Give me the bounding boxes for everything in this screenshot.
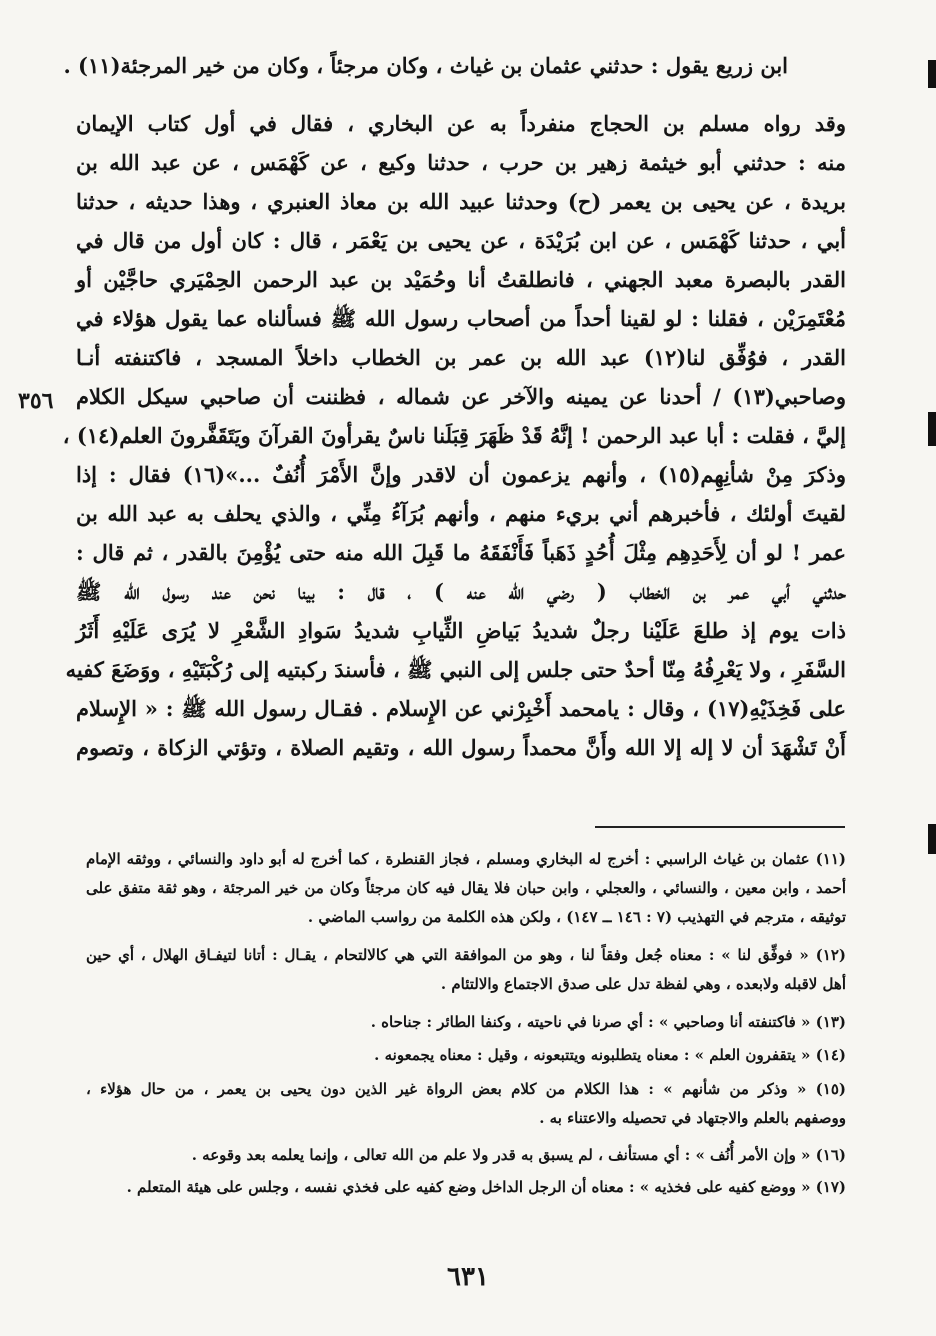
main-line: على فَخِذَيْهِ(١٧) ، وقال : يامحمد أَخْبِرْني عن الإِسلام . فقـال رسول الله ﷺ : « الإِسلام <box>76 696 846 721</box>
edge-binding-mark-middle <box>928 412 936 446</box>
main-line: حدثني أبي عمر بن الخطاب ( رضي الله عنه ) ، قال : بينا نحن عند رسول الله ﷺ <box>76 579 846 604</box>
footnote-line: (١٢) « فوفِّق لنا » : معناه جُعل وفقاً لنا ، وهو من الموافقة التي هي كالالتحام ، يقـال : أتانا لتيفـاق الهلال ، أي حين <box>86 946 846 964</box>
footnote-line: ووصفهم بالعلم والاجتهاد في تحصيله والاعتناء به . <box>539 1109 846 1127</box>
main-line: إليَّ ، فقلت : أبا عبد الرحمن ! إنَّهُ قَدْ ظَهَرَ قِبَلَنا ناسٌ يقرأونَ القرآنَ ويَتَقَفَّرونَ العلم(١٤) ، <box>62 423 846 448</box>
main-line: وصاحبي(١٣) / أحدنا عن يمينه والآخر عن شماله ، فظننت أن صاحبي سيكل الكلام <box>76 384 846 409</box>
main-line: لقيتَ أولئك ، فأخبرهم أني بريء منهم ، وأنهم بُرَآءُ مِنِّي ، والذي يحلف به عبد الله بن <box>76 501 846 526</box>
footnote-line: (١٥) « وذكر من شأنهم » : هذا الكلام من كلام بعض الرواة غير الذين دون يحيى بن يعمر ، من حال هؤلاء ، <box>86 1080 846 1098</box>
main-line: ابن زريع يقول : حدثني عثمان بن غياث ، وكان مرجئاً ، وكان من خير المرجئة(١١) . <box>63 53 788 78</box>
main-line: القدر بالبصرة معبد الجهني ، فانطلقتُ أنا وحُمَيْد بن عبد الرحمن الحِمْيَري حاجَّيْن أو <box>76 267 846 292</box>
main-line: وذكرَ مِنْ شأنِهِم(١٥) ، وأنهم يزعمون أن لاقدر وإنَّ الأَمْرَ أُنُفٌ ...»(١٦) فقال : إذا <box>76 462 846 487</box>
main-line: منه : حدثني أبو خيثمة زهير بن حرب ، حدثنا وكيع ، عن كَهْمَس ، عن عبد الله بن <box>76 150 846 175</box>
edge-binding-mark-bottom <box>928 824 936 854</box>
footnote-line: أهل لاقبله ولابعده ، وهي لفظة تدل على صدق الاجتماع والالتئام . <box>440 975 846 993</box>
footnote-line: (١٦) « وإن الأمر أُنُف » : أي مستأنف ، لم يسبق به قدر ولا علم من الله تعالى ، وإنما يعلمه بعد وقوعه . <box>191 1146 846 1164</box>
main-line: السَّفَرِ ، ولا يَعْرِفُهُ مِنّا أحدٌ حتى جلس إلى النبي ﷺ ، فأسندَ ركبتيه إلى رُكْبَتَيْهِ ، ووَضَعَ كفيه <box>65 657 846 682</box>
page-number: ٦٣١ <box>447 1262 489 1292</box>
main-line: أبي ، حدثنا كَهْمَس ، عن ابن بُرَيْدَة ، عن يحيى بن يَعْمَر ، قال : كان أول من قال في <box>76 228 846 253</box>
margin-page-number: ٣٥٦ <box>18 388 54 414</box>
footnote-line: أحمد ، وابن معين ، والنسائي ، والعجلي ، وابن حبان فلا يقال فيه كان مرجئاً وكان من خير المرجئة ، وهو ثقة متفق على <box>86 879 846 897</box>
footnote-line: (١١) عثمان بن غياث الراسبي : أخرج له البخاري ومسلم ، فجاز القنطرة ، كما أخرج له أبو داود والنسائي ، ووثقه الإمام <box>86 850 846 868</box>
footnote-line: (١٣) « فاكتنفته أنا وصاحبي » : أي صرنا في ناحيته ، وكنفا الطائر : جناحاه . <box>370 1013 846 1031</box>
footnote-separator <box>595 826 845 828</box>
main-line: مُعْتَمِرَيْن ، فقلنا : لو لقينا أحداً من أصحاب رسول الله ﷺ فسألناه عما يقول هؤلاء في <box>76 306 846 331</box>
edge-binding-mark-top <box>928 60 936 88</box>
main-line: وقد رواه مسلم بن الحجاج منفرداً به عن البخاري ، فقال في أول كتاب الإيمان <box>76 111 846 136</box>
main-line: القدر ، فوُفِّق لنا(١٢) عبد الله بن عمر بن الخطاب داخلاً المسجد ، فاكتنفته أنـا <box>76 345 846 370</box>
footnote-line: (١٤) « يتقفرون العلم » : معناه يتطلبونه ويتتبعونه ، وقيل : معناه يجمعونه . <box>374 1046 846 1064</box>
main-line: ذات يوم إذ طلعَ عَلَيْنا رجلٌ شديدُ بَياضِ الثِّيابِ شديدُ سَوادِ الشَّعْرِ لا يُرَى عَلَيْهِ أَثَرُ <box>76 618 846 643</box>
main-line: أَنْ تَشْهَدَ أن لا إله إلا الله وأَنَّ محمداً رسول الله ، وتقيم الصلاة ، وتؤتي الزكاة ، وتصوم <box>76 735 846 760</box>
footnote-line: (١٧) « ووضع كفيه على فخذيه » : معناه أن الرجل الداخل وضع كفيه على فخذي نفسه ، وجلس على هيئة المتعلم . <box>126 1178 846 1196</box>
footnote-line: توثيقه ، مترجم في التهذيب (٧ : ١٤٦ ــ ١٤٧) ، ولكن هذه الكلمة من رواسب الماضي . <box>307 908 846 926</box>
main-line: بريدة ، عن يحيى بن يعمر (ح) وحدثنا عبيد الله بن معاذ العنبري ، وهذا حديثه ، حدثنا <box>76 189 846 214</box>
main-line: عمر ! لو أن لِأَحَدِهِم مِثْلَ أُحُدٍ ذَهَباً فَأَنْفَقَهُ ما قَبِلَ الله منه حتى يُؤْمِنَ بالقدر ، ثم قال : <box>76 540 846 565</box>
